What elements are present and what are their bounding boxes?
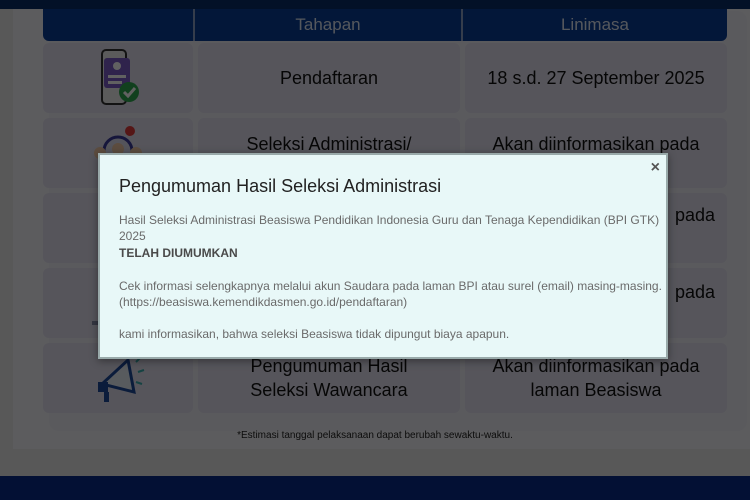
modal-paragraph: kami informasikan, bahwa seleksi Beasiswa tidak dipungut biaya apapun.	[119, 327, 510, 341]
modal-paragraph	[119, 278, 662, 310]
close-icon[interactable]: ×	[650, 159, 660, 176]
modal-url: (https://beasiswa.kemendikdasmen.go.id/pendaftaran)	[119, 295, 408, 309]
modal-status: TELAH DIUMUMKAN	[119, 246, 238, 260]
modal-title: Pengumuman Hasil Seleksi Administrasi	[119, 176, 442, 196]
modal-paragraph: Hasil Seleksi Administrasi Beasiswa Pendidikan Indonesia Guru dan Tenaga Kependidikan (BPI GTK) 2025	[119, 213, 660, 243]
modal-info-text: Cek informasi selengkapnya melalui akun Saudara pada laman BPI atau surel (email) masing-masing.	[119, 279, 662, 293]
announcement-modal	[98, 153, 668, 359]
